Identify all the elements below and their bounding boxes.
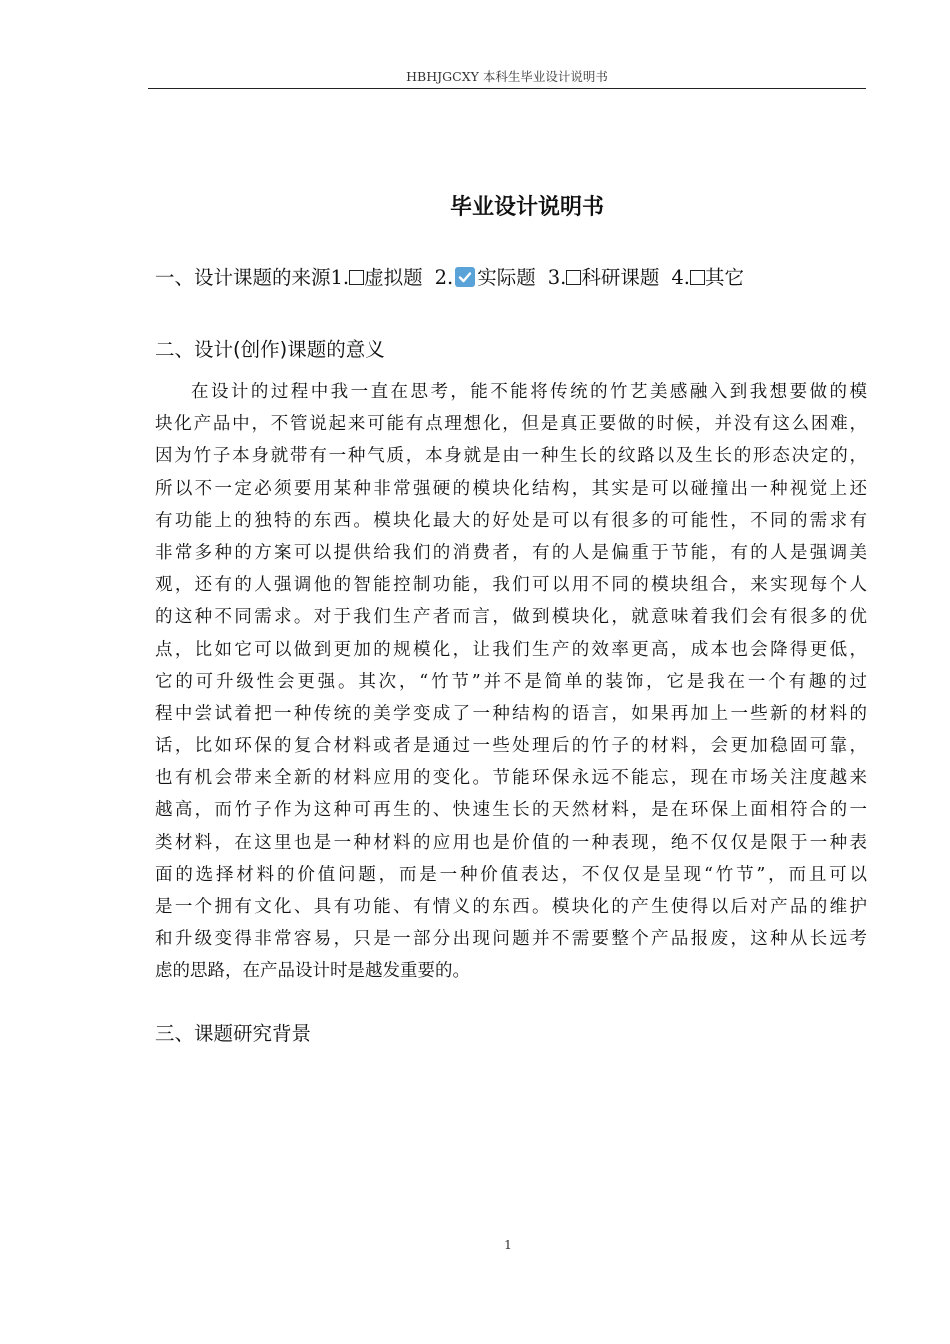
paragraph-line: 是一个拥有文化、具有功能、有情义的东西。模块化的产生使得以后对产品的维护 <box>155 897 867 917</box>
paragraph-line: 块化产品中，不管说起来可能有点理想化，但是真正要做的时候，并没有这么困难， <box>155 414 867 435</box>
option-label: 科研课题 <box>581 266 660 289</box>
option-number: 2. <box>434 266 454 289</box>
section-heading-background: 三、课题研究背景 <box>155 1022 312 1045</box>
paragraph-line: 越高，而竹子作为这种可再生的、快速生长的天然材料，是在环保上面相符合的一 <box>155 800 867 821</box>
source-option-research <box>548 266 660 289</box>
paragraph-line: 面的选择材料的价值问题，而是一种价值表达，不仅仅是呈现“竹节”，而且可以 <box>155 864 867 885</box>
paragraph-line: 和升级变得非常容易，只是一部分出现问题并不需要整个产品报废，这种从长远考 <box>155 929 867 950</box>
paragraph-line: 在设计的过程中我一直在思考，能不能将传统的竹艺美感融入到我想要做的模 <box>191 382 867 402</box>
paragraph-line: 所以不一定必须要用某种非常强硬的模块化结构，其实是可以碰撞出一种视觉上还 <box>155 478 867 499</box>
option-number: 4. <box>671 266 690 289</box>
paragraph-line: 观，还有的人强调他的智能控制功能，我们可以用不同的模块组合，来实现每个人 <box>155 575 867 596</box>
option-number: 3. <box>547 266 567 289</box>
option-label: 其它 <box>705 266 745 289</box>
page-header: HBHJGCXY 本科生毕业设计说明书 <box>148 66 866 89</box>
paragraph-line: 它的可升级性会更强。其次，“竹节”并不是简单的装饰，它是我在一个有趣的过 <box>155 671 867 692</box>
paragraph-line: 也有机会带来全新的材料应用的变化。节能环保永远不能忘，现在市场关注度越来 <box>155 768 867 789</box>
paragraph-line: 有功能上的独特的东西。模块化最大的好处是可以有很多的可能性，不同的需求有 <box>155 510 867 531</box>
source-option-virtual <box>331 266 423 289</box>
topic-source-heading: 一、设计课题的来源 <box>155 266 331 289</box>
paragraph-line: 非常多种的方案可以提供给我们的消费者，有的人是偏重于节能，有的人是强调美 <box>155 542 867 563</box>
topic-source-line <box>155 263 744 293</box>
paragraph-line: 虑的思路，在产品设计时是越发重要的。 <box>155 961 470 982</box>
checked-box-icon <box>455 267 475 287</box>
option-label: 实际题 <box>477 266 536 289</box>
paragraph-line: 话，比如环保的复合材料或者是通过一些处理后的竹子的材料，会更加稳固可靠， <box>155 736 867 757</box>
source-option-other <box>671 266 744 289</box>
option-label: 虚拟题 <box>364 266 423 289</box>
paragraph-line: 程中尝试着把一种传统的美学变成了一种结构的语言，如果再加上一些新的材料的 <box>155 703 867 724</box>
document-title: 毕业设计说明书 <box>449 195 604 220</box>
unchecked-box-icon <box>349 270 364 285</box>
unchecked-box-icon <box>566 270 581 285</box>
section-heading-significance: 二、设计(创作)课题的意义 <box>155 338 385 361</box>
paragraph-line: 的这种不同需求。对于我们生产者而言，做到模块化，就意味着我们会有很多的优 <box>155 607 867 628</box>
paragraph-line: 因为竹子本身就带有一种气质，本身就是由一种生长的纹路以及生长的形态决定的， <box>155 446 867 467</box>
source-option-actual <box>435 266 536 289</box>
unchecked-box-icon <box>690 270 705 285</box>
paragraph-line: 类材料，在这里也是一种材料的应用也是价值的一种表现，绝不仅仅是限于一种表 <box>155 832 867 853</box>
option-number: 1. <box>330 266 350 289</box>
page-number: 1 <box>504 1237 512 1252</box>
paragraph-line: 点，比如它可以做到更加的规模化，让我们生产的效率更高，成本也会降得更低， <box>155 639 867 660</box>
significance-paragraph <box>155 376 867 988</box>
